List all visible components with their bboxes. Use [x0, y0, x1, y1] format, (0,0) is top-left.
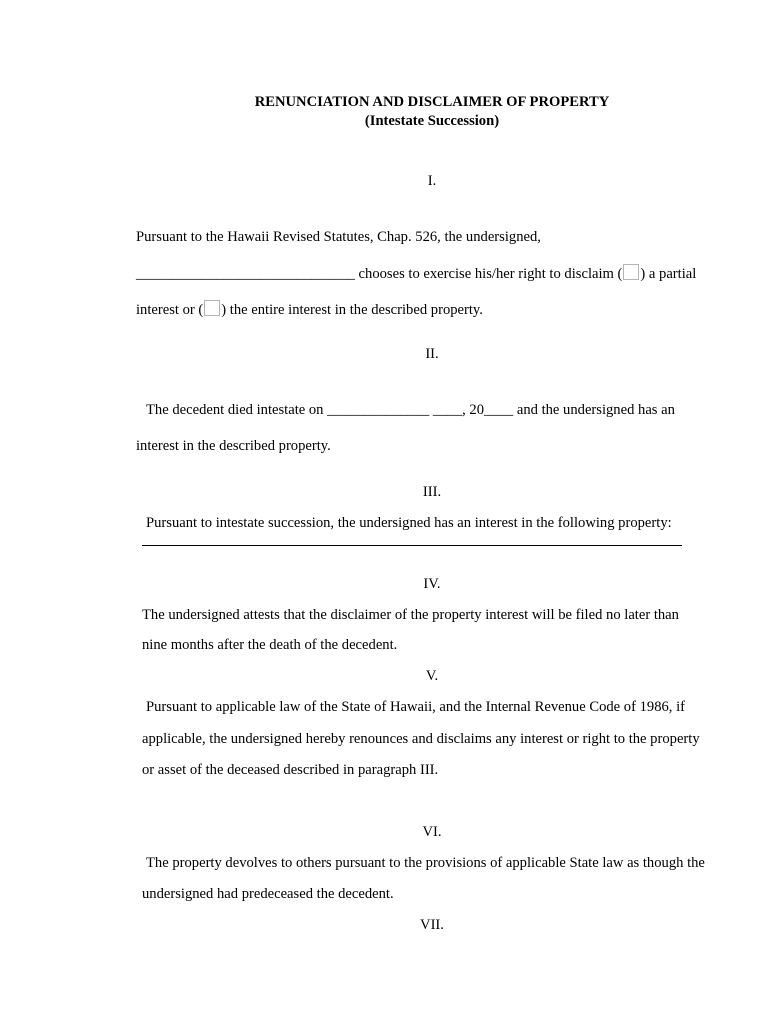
section-3-heading: III.	[422, 484, 442, 500]
partial-interest-checkbox[interactable]	[623, 264, 639, 280]
section-2-line-2: interest in the described property.	[136, 438, 331, 454]
section-4-line-1: The undersigned attests that the disclaimer of the property interest will be filed no later than	[142, 607, 679, 623]
section-1-line-2-end: ) a partial	[640, 266, 697, 282]
section-2-line-1: The decedent died intestate on ______________ ____, 20____ and the undersigned has an	[146, 402, 675, 418]
name-blank[interactable]: ______________________________	[136, 266, 355, 282]
section-6-line-2: undersigned had predeceased the decedent.	[142, 886, 394, 902]
section-1-line-3-start: interest or (	[136, 302, 204, 318]
section-4-line-2: nine months after the death of the decedent.	[142, 637, 398, 653]
section-5-heading: V.	[425, 668, 439, 684]
section-1-line-3-end: ) the entire interest in the described property.	[221, 302, 483, 318]
section-1-line-3	[136, 300, 483, 319]
section-5-line-1: Pursuant to applicable law of the State of Hawaii, and the Internal Revenue Code of 1986, if	[146, 699, 685, 715]
section-5-line-3: or asset of the deceased described in paragraph III.	[142, 762, 439, 778]
section-2-heading: II.	[425, 346, 439, 362]
entire-interest-checkbox[interactable]	[204, 300, 220, 316]
property-description-line[interactable]	[142, 545, 682, 546]
section-1-line-2	[136, 264, 696, 283]
section-6-line-1: The property devolves to others pursuant to the provisions of applicable State law as though the	[146, 855, 705, 871]
section-1-heading: I.	[427, 173, 437, 189]
section-1-line-2-text: chooses to exercise his/her right to disclaim (	[354, 266, 623, 282]
document-title: RENUNCIATION AND DISCLAIMER OF PROPERTY	[254, 94, 610, 110]
document-subtitle: (Intestate Succession)	[364, 113, 500, 129]
section-6-heading: VI.	[422, 824, 442, 840]
section-4-heading: IV.	[423, 576, 441, 592]
section-3-line-1: Pursuant to intestate succession, the undersigned has an interest in the following property:	[146, 515, 672, 531]
section-7-heading: VII.	[420, 917, 444, 933]
section-1-line-1: Pursuant to the Hawaii Revised Statutes, Chap. 526, the undersigned,	[136, 229, 541, 245]
section-5-line-2: applicable, the undersigned hereby renounces and disclaims any interest or right to the property	[142, 731, 700, 747]
